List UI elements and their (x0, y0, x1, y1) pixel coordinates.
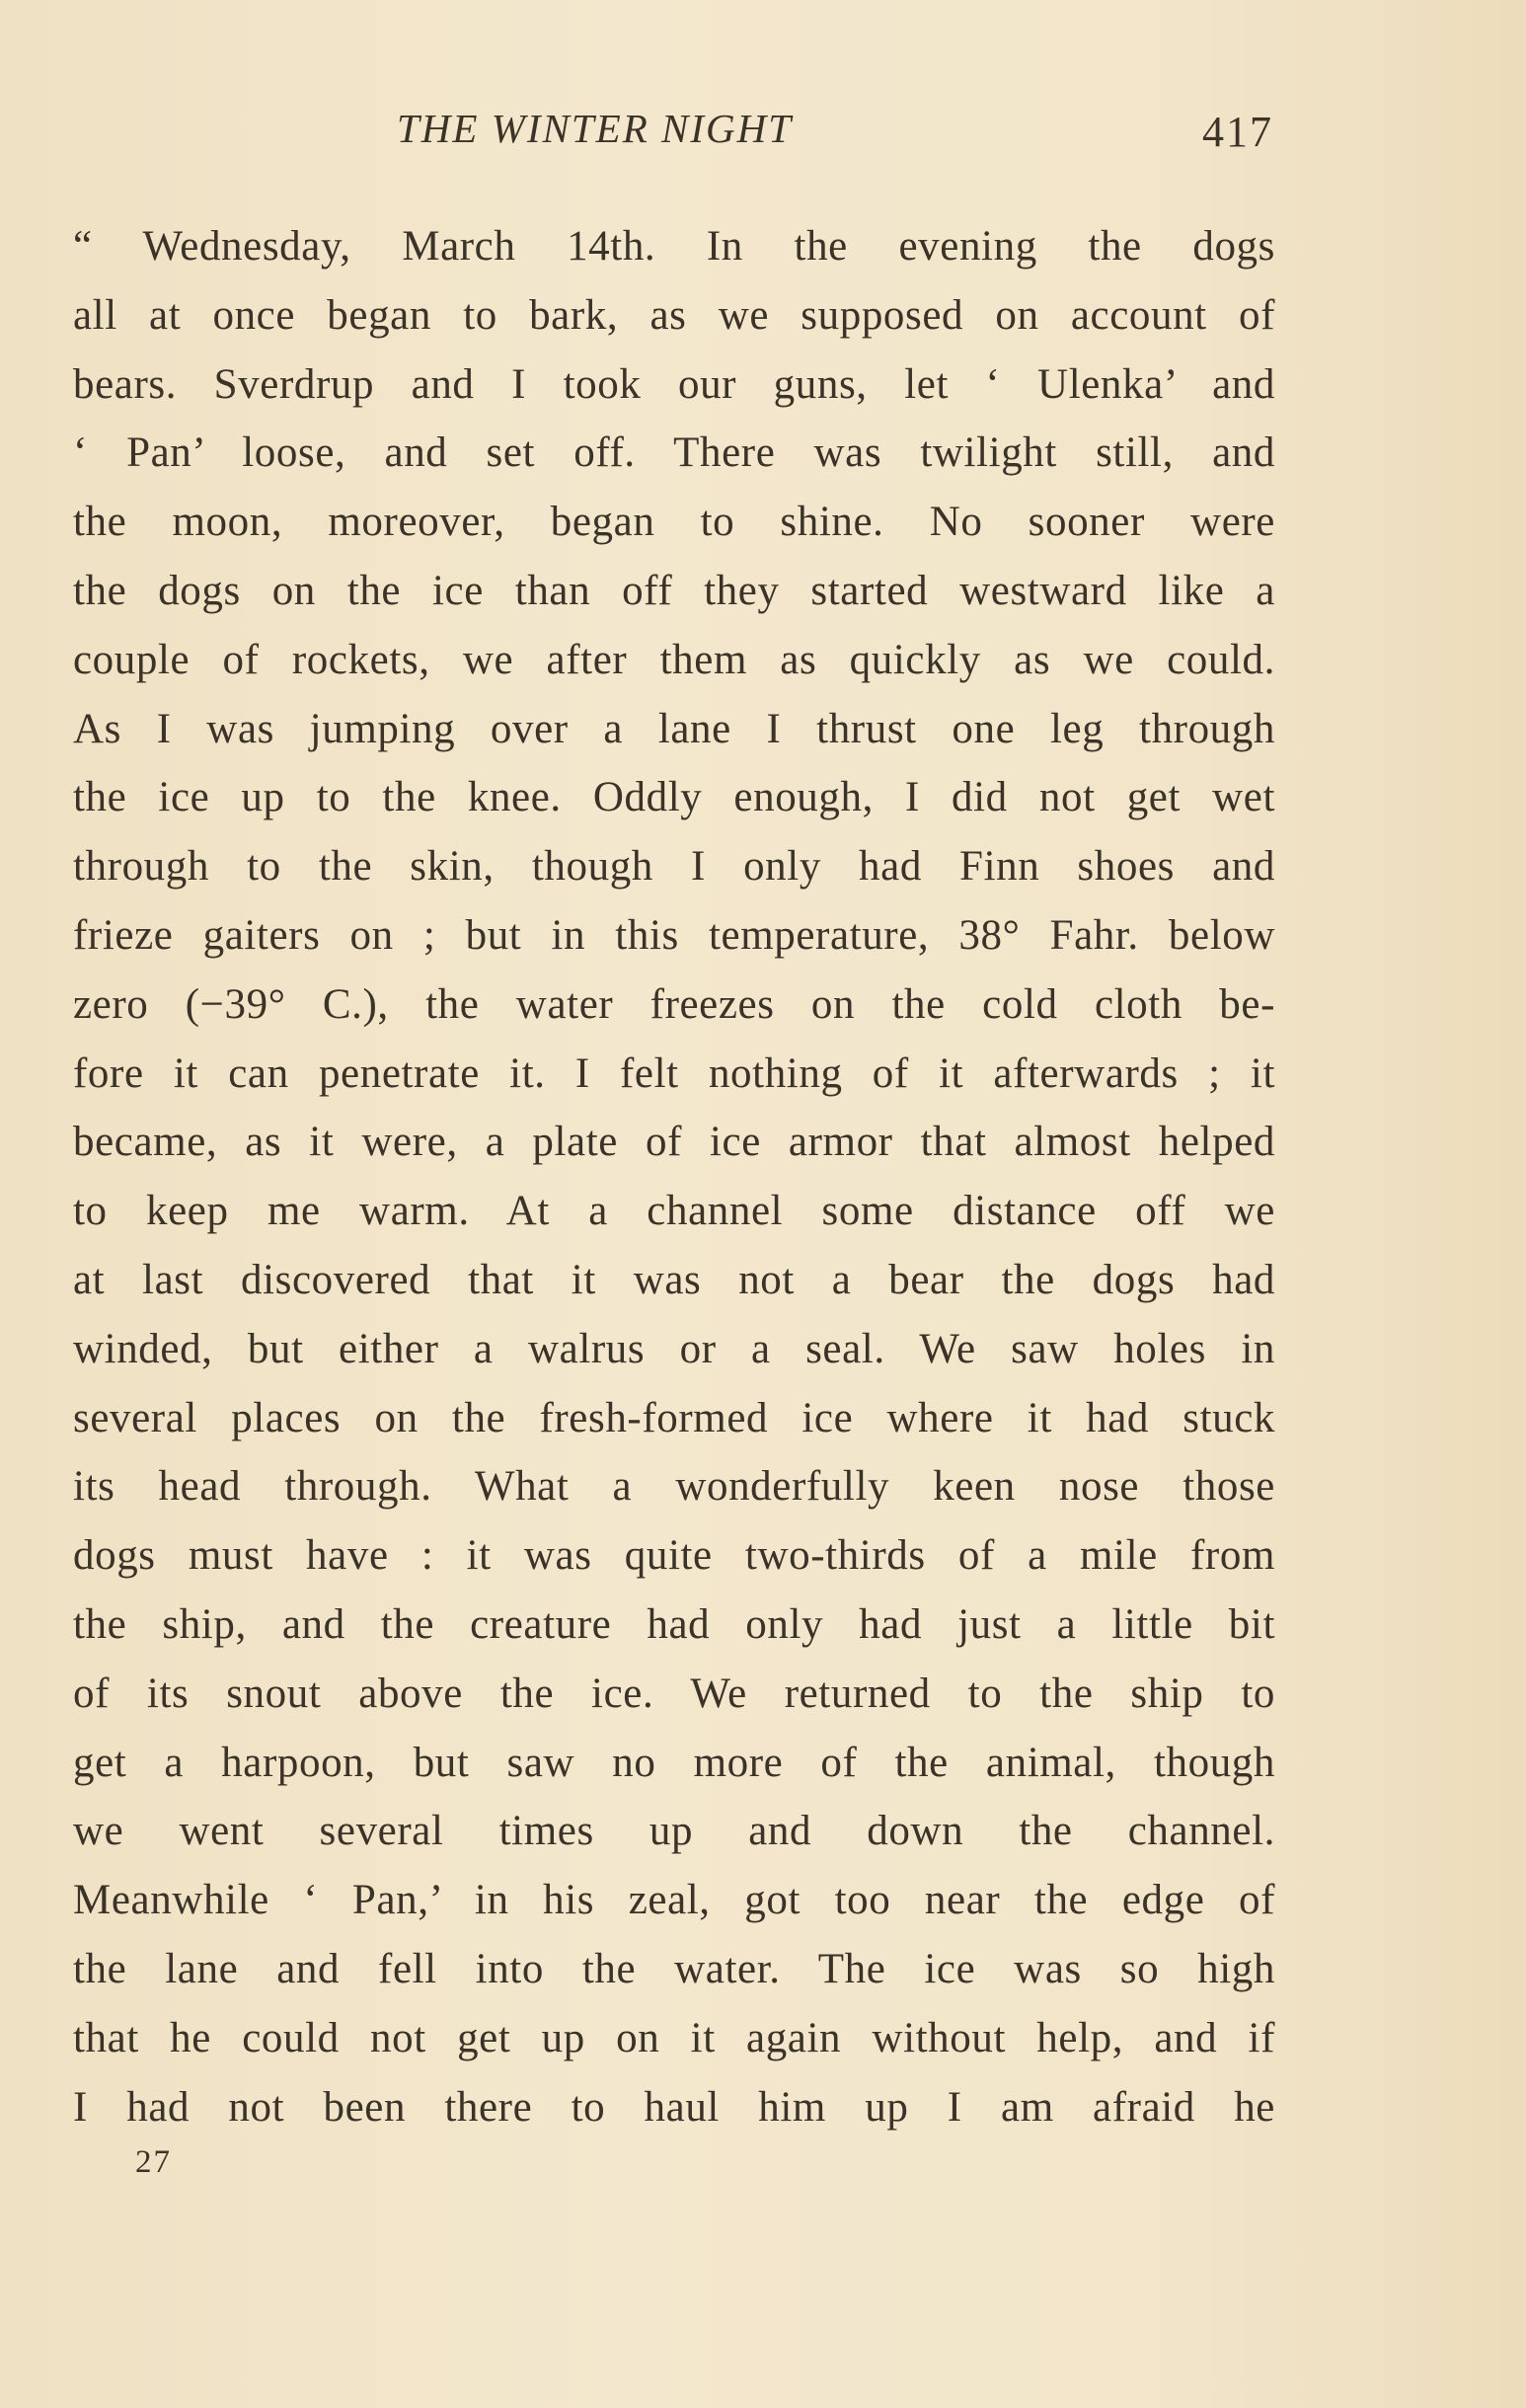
text-line: through to the skin, though I only had Finn shoes and (73, 843, 1275, 891)
text-line: became, as it were, a plate of ice armor that almost helped (73, 1119, 1275, 1166)
text-line: to keep me warm. At a channel some distance off we (73, 1188, 1275, 1235)
text-line: couple of rockets, we after them as quickly as we could. (73, 636, 1275, 683)
text-line: Meanwhile ‘ Pan,’ in his zeal, got too near the edge of (73, 1877, 1275, 1924)
text-line: dogs must have : it was quite two-thirds of a mile from (73, 1532, 1275, 1580)
text-line: ‘ Pan’ loose, and set off. There was twilight still, and (73, 429, 1275, 477)
text-line: fore it can penetrate it. I felt nothing of it afterwards ; it (73, 1049, 1275, 1097)
text-line: we went several times up and down the channel. (73, 1808, 1275, 1855)
text-line: the dogs on the ice than off they started westward like a (73, 567, 1275, 614)
text-line: As I was jumping over a lane I thrust one leg through (73, 705, 1275, 752)
running-head: THE WINTER NIGHT (397, 106, 794, 151)
text-line: that he could not get up on it again without help, and if (73, 2014, 1275, 2061)
text-line: I had not been there to haul him up I am afraid he (73, 2083, 1275, 2131)
text-line: the ship, and the creature had only had just a little bit (73, 1600, 1275, 1648)
text-line: get a harpoon, but saw no more of the animal, though (73, 1739, 1275, 1786)
text-line: bears. Sverdrup and I took our guns, let ‘ Ulenka’ and (73, 360, 1275, 408)
text-line: at last discovered that it was not a bear the dogs had (73, 1256, 1275, 1303)
text-line: of its snout above the ice. We returned to the ship to (73, 1670, 1275, 1717)
text-line: frieze gaiters on ; but in this temperature, 38° Fahr. below (73, 911, 1275, 959)
signature-mark: 27 (135, 2144, 172, 2180)
text-line: its head through. What a wonderfully keen nose those (73, 1463, 1275, 1511)
text-line: “ Wednesday, March 14th. In the evening the dogs (73, 223, 1275, 270)
text-line: the moon, moreover, began to shine. No sooner were (73, 499, 1275, 546)
text-line: all at once began to bark, as we supposed on account of (73, 291, 1275, 339)
body-text (73, 212, 1275, 2141)
text-line: several places on the fresh-formed ice where it had stuck (73, 1394, 1275, 1441)
text-line: the lane and fell into the water. The ice was so high (73, 1945, 1275, 1992)
text-line: winded, but either a walrus or a seal. We saw holes in (73, 1325, 1275, 1372)
text-line: the ice up to the knee. Oddly enough, I did not get wet (73, 774, 1275, 821)
page-number: 417 (1202, 108, 1273, 156)
page-header (0, 99, 1526, 158)
text-line: zero (−39° C.), the water freezes on the cold cloth be- (73, 980, 1275, 1028)
